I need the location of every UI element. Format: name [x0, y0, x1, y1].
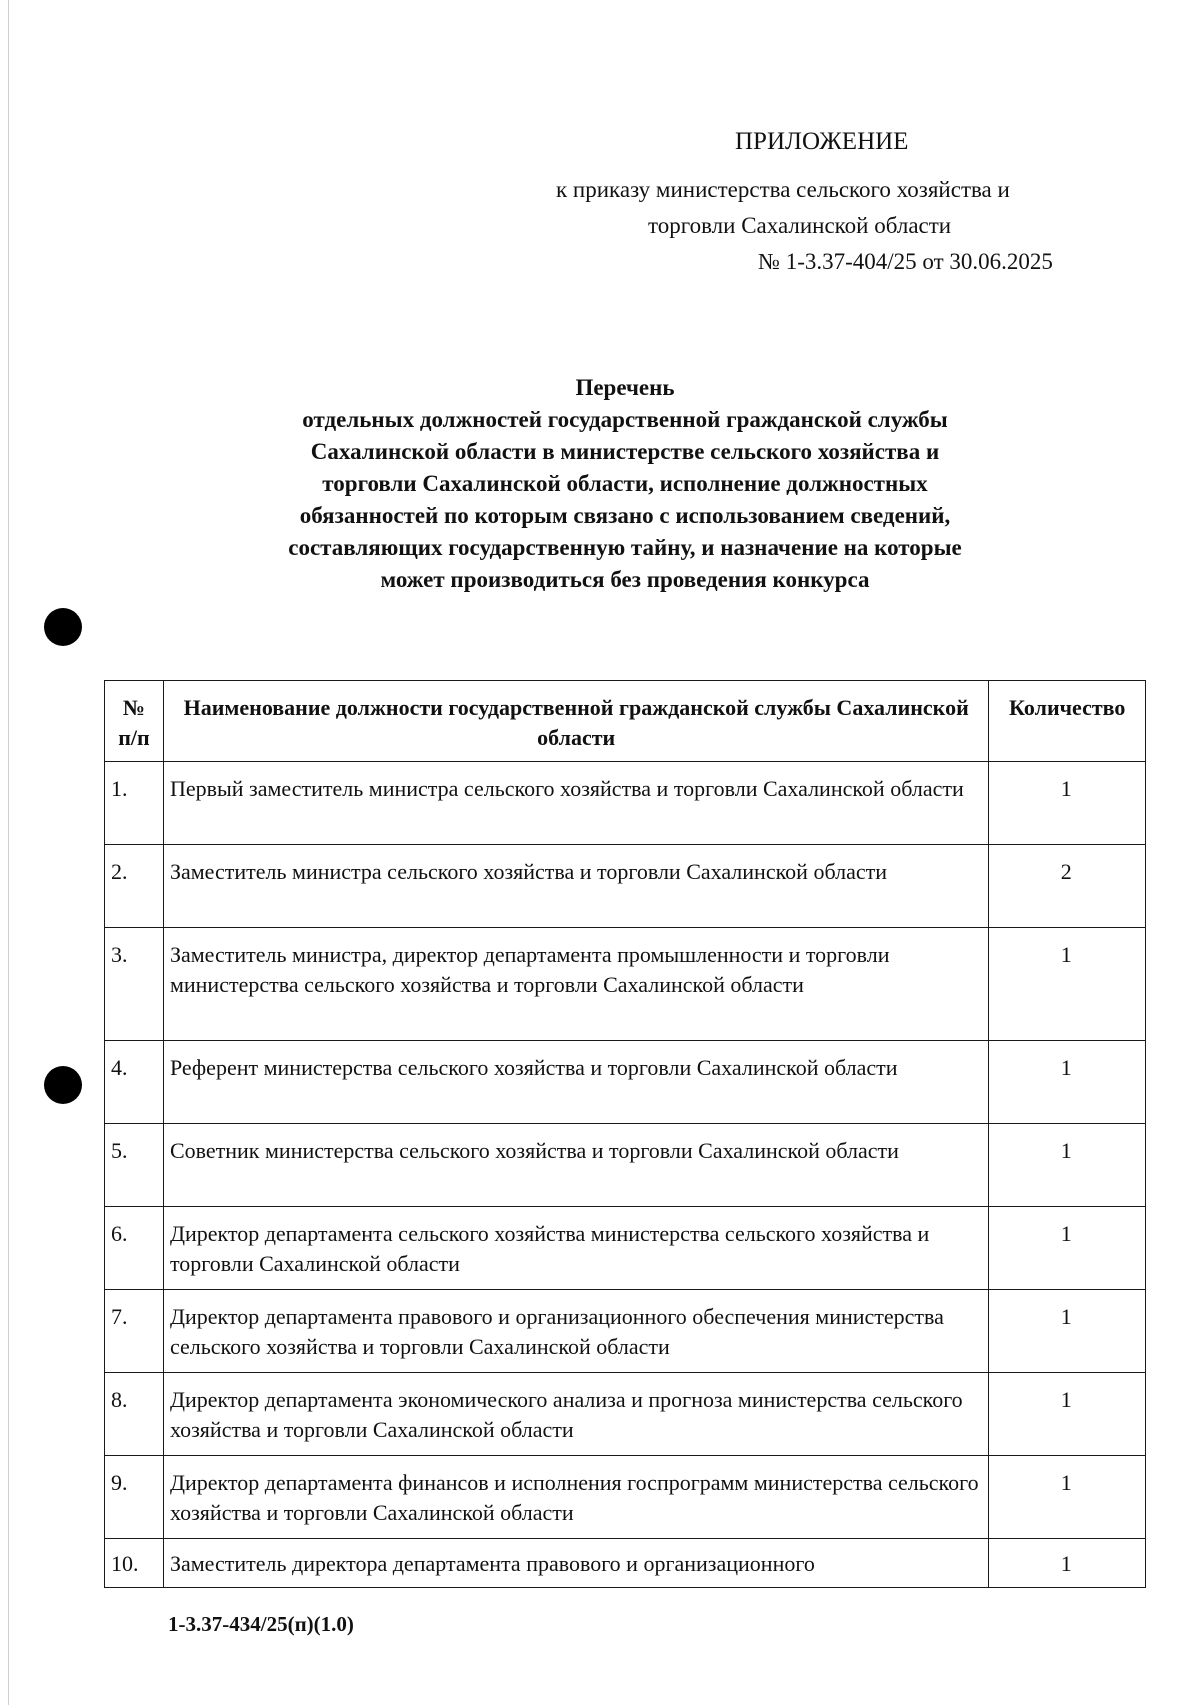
- row-quantity: 1: [989, 1290, 1146, 1373]
- appendix-line: к приказу министерства сельского хозяйства и: [556, 177, 1010, 202]
- document-title: [160, 372, 1090, 596]
- appendix-block: [520, 124, 1120, 280]
- title-line: составляющих государственную тайну, и назначение на которые: [288, 535, 962, 560]
- row-position-name: Первый заместитель министра сельского хозяйства и торговли Сахалинской области: [163, 762, 988, 845]
- title-line: обязанностей по которым связано с использованием сведений,: [299, 503, 951, 528]
- row-number: 7.: [105, 1290, 164, 1373]
- row-quantity: 1: [989, 1456, 1146, 1539]
- punch-hole-icon: [44, 608, 82, 646]
- table-row: [105, 1041, 1146, 1124]
- table-row: [105, 762, 1146, 845]
- appendix-order-number: № 1-3.37-404/25 от 30.06.2025: [758, 249, 1053, 274]
- table-row: [105, 928, 1146, 1041]
- row-quantity: 1: [989, 1373, 1146, 1456]
- page-edge-line: [8, 0, 9, 1705]
- table-header-row: [105, 681, 1146, 762]
- title-line: торговли Сахалинской области, исполнение должностных: [322, 471, 928, 496]
- appendix-line: торговли Сахалинской области: [648, 213, 952, 238]
- row-number: 4.: [105, 1041, 164, 1124]
- row-quantity: 2: [989, 845, 1146, 928]
- table-row: [105, 845, 1146, 928]
- title-line: может производиться без проведения конкурса: [380, 567, 870, 592]
- table-row: [105, 1539, 1146, 1588]
- row-quantity: 1: [989, 1539, 1146, 1588]
- row-number: 5.: [105, 1124, 164, 1207]
- row-number: 2.: [105, 845, 164, 928]
- row-quantity: 1: [989, 1207, 1146, 1290]
- row-position-name: Директор департамента правового и организационного обеспечения министерства сельского хозяйства и торговли Сахалинской области: [163, 1290, 988, 1373]
- header-quantity: Количество: [989, 681, 1146, 762]
- row-position-name: Советник министерства сельского хозяйства и торговли Сахалинской области: [163, 1124, 988, 1207]
- row-position-name: Директор департамента финансов и исполнения госпрограмм министерства сельского хозяйства и торговли Сахалинской области: [163, 1456, 988, 1539]
- row-position-name: Директор департамента экономического анализа и прогноза министерства сельского хозяйства и торговли Сахалинской области: [163, 1373, 988, 1456]
- row-position-name: Заместитель министра сельского хозяйства и торговли Сахалинской области: [163, 845, 988, 928]
- row-number: 3.: [105, 928, 164, 1041]
- row-position-name: Заместитель министра, директор департамента промышленности и торговли министерства сельского хозяйства и торговли Сахалинской области: [163, 928, 988, 1041]
- row-quantity: 1: [989, 762, 1146, 845]
- title-line: Перечень: [575, 375, 675, 400]
- row-position-name: Директор департамента сельского хозяйства министерства сельского хозяйства и торговли Сахалинской области: [163, 1207, 988, 1290]
- appendix-heading: ПРИЛОЖЕНИЕ: [735, 128, 909, 155]
- header-position-name: Наименование должности государственной гражданской службы Сахалинской области: [163, 681, 988, 762]
- table-row: [105, 1124, 1146, 1207]
- title-line: Сахалинской области в министерстве сельского хозяйства и: [310, 439, 940, 464]
- title-line: отдельных должностей государственной гражданской службы: [302, 407, 948, 432]
- header-number: № п/п: [105, 681, 164, 762]
- row-number: 8.: [105, 1373, 164, 1456]
- row-position-name: Референт министерства сельского хозяйства и торговли Сахалинской области: [163, 1041, 988, 1124]
- table-row: [105, 1456, 1146, 1539]
- row-quantity: 1: [989, 928, 1146, 1041]
- row-number: 6.: [105, 1207, 164, 1290]
- table-row: [105, 1290, 1146, 1373]
- punch-hole-icon: [44, 1066, 82, 1104]
- table-row: [105, 1373, 1146, 1456]
- row-number: 10.: [105, 1539, 164, 1588]
- row-position-name: Заместитель директора департамента правового и организационного: [163, 1539, 988, 1588]
- row-quantity: 1: [989, 1124, 1146, 1207]
- row-quantity: 1: [989, 1041, 1146, 1124]
- document-code: 1-3.37-434/25(п)(1.0): [168, 1612, 354, 1636]
- row-number: 1.: [105, 762, 164, 845]
- row-number: 9.: [105, 1456, 164, 1539]
- positions-table: [104, 680, 1146, 1588]
- table-row: [105, 1207, 1146, 1290]
